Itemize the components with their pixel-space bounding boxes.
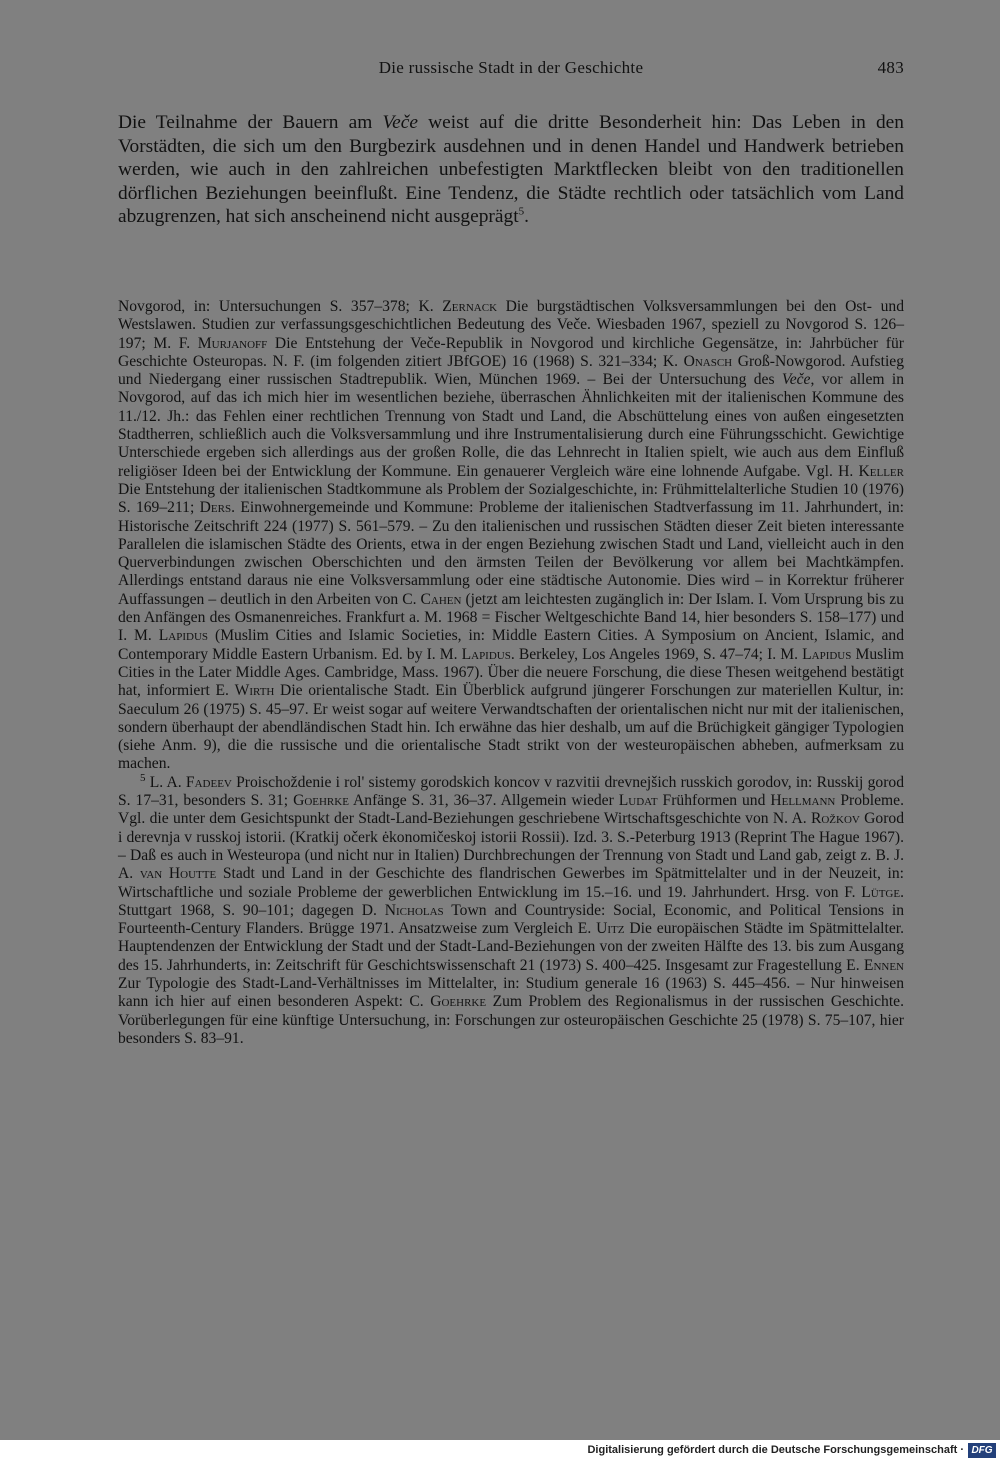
footer-bar	[0, 1440, 1000, 1462]
note-text: Stadt und Land in der Geschichte des flandrischen Gewerbes im Spätmittelalter und in der Neuzeit, in: Wirtschaftliche und soziale Probleme der gewerblichen Entwicklung im 15.–16. und 19. Jahrhundert. Hrsg. von F.	[118, 865, 905, 901]
author-name: Keller	[858, 462, 904, 480]
body-text-end: .	[524, 206, 529, 228]
note-text: Novgorod, in: Untersuchungen S. 357–378; K.	[118, 298, 443, 315]
dfg-logo: DFG	[968, 1443, 996, 1458]
note-text: Proischoždenie i rol' sistemy gorodskich koncov v razvitii drevnejšich russkich gorodov, in: Russkij gorod S. 17–31, besonders S. 31;	[118, 773, 904, 810]
note-text: Die orientalische Stadt. Ein Überblick aufgrund jüngerer Forschungen zur materiellen Kultur, in: Saeculum 26 (1975) S. 45–97. Er weist sogar auf weitere Verwandtschaften der orientalischen nicht nur mit der italienischen, sondern überhaupt der abendländischen Stadt hin. Ich erwähne das hier deshalb, um auf die Brüchigkeit gängiger Typologien (siehe Anm. 9), die die russische und die orientalische Stadt strikt von der westeuropäischen abheben, aufmerksam zu machen.	[118, 682, 904, 773]
note-text: Frühformen und	[657, 792, 771, 810]
body-text-main: weist auf die dritte Besonderheit hin: Das Leben in den Vorstädten, die sich um den Burgbezirk ausdehnen und in denen Handel und Handwerk betrieben werden, wie auch in den zahlreichen unbefestigten Marktflecken bleibt von den traditionellen dörflichen Beziehungen beeinflußt. Eine Tendenz, die Städte rechtlich oder tatsächlich vom Land abzugrenzen, hat sich anscheinend nicht ausgeprägt	[118, 112, 904, 228]
author-name: van Houtte	[139, 865, 217, 883]
author-name: Lütge	[861, 883, 901, 901]
footnotes	[118, 298, 904, 1048]
body-text-start: Die Teilnahme der Bauern am	[118, 112, 383, 133]
author-name: Uitz	[596, 920, 625, 938]
author-name: Zernack	[442, 298, 498, 315]
author-name: Cahen	[420, 590, 462, 608]
italic-term: Veče	[781, 371, 811, 389]
author-name: Nicholas	[384, 901, 444, 919]
note-text: Town and Countryside: Social, Economic, and Political Tensions in Fourteenth-Century Flanders. Brügge 1971. Ansatzweise zum Vergleich E.	[118, 901, 905, 938]
footnote-4-continued	[118, 298, 904, 774]
author-name: Goehrke	[293, 792, 349, 810]
note-text: (jetzt am leichtesten zugänglich in: Der Islam. I. Vom Ursprung bis zu den Anfängen des Osmanenreiches. Frankfurt a. M. 1968 = Fischer Weltgeschichte Band 14, hier besonders S. 158–177) und I. M.	[118, 590, 905, 645]
footnote-reference: 5	[518, 205, 525, 218]
note-text: (Muslim Cities and Islamic Societies, in: Middle Eastern Cities. A Symposium on Ancient, Islamic, and Contemporary Middle Eastern Urbanism. Ed. by I. M.	[118, 627, 905, 663]
note-text: . Stuttgart 1968, S. 90–101; dagegen D.	[118, 883, 904, 919]
author-name: Lapidus	[802, 645, 852, 663]
note-text: , vor allem in Novgorod, auf das ich mich hier im wesentlichen beziehe, überraschen Ähnlichkeiten mit der italienischen Kommune des 11./12. Jh.: das Fehlen einer rechtlichen Trennung von Stadt und Land, die Abschüttelung eines von außen eingesetzten Stadtherren, schließlich auch die Volksversammlung und ihre Instrumentalisierung durch eine Führungsschicht. Gewichtige Unterschiede ergeben sich allerdings aus der großen Rolle, die das Lehnrecht in Italien spielt, wie auch aus dem Einfluß religiöser Ideen bei der Entwicklung der Kommune. Ein genauerer Vergleich wäre eine lohnende Aufgabe. Vgl. H.	[118, 371, 904, 480]
note-text: Muslim Cities in the Later Middle Ages. Cambridge, Mass. 1967). Über die neuere Forschung, die diese Thesen weitgehend bestätigt hat, informiert E.	[118, 645, 904, 700]
author-name: Rožkov	[810, 810, 860, 828]
author-name: Ennen	[863, 956, 904, 974]
note-text: . Berkeley, Los Angeles 1969, S. 47–74; I. M.	[510, 645, 803, 663]
author-name: Ders.	[199, 499, 236, 517]
note-text: Zum Problem des Regionalismus in der russischen Geschichte. Vorüberlegungen für eine künftige Untersuchung, in: Forschungen zur osteuropäischen Geschichte 25 (1978) S. 75–107, hier besonders S. 83–91.	[118, 993, 905, 1047]
note-text: L. A.	[145, 773, 186, 791]
body-paragraph	[118, 111, 904, 229]
note-text: Gorod i derevnja v russkoj istorii. (Kratkij očerk ėkonomičeskoj istorii Rossii). Izd. 3. S.-Peterburg 1913 (Reprint The Hague 1967). – Daß es auch in Westeuropa (und nicht nur in Italien) Durchbrechungen der Trennung von Stadt und Land gab, zeigt z. B. J. A.	[118, 810, 904, 883]
author-name: Wirth	[234, 682, 275, 700]
note-text: Die Entstehung der italienischen Stadtkommune als Problem der Sozialgeschichte, in: Frühmittelalterliche Studien 10 (1976) S. 169–211;	[118, 480, 904, 517]
author-name: Ludat	[618, 792, 658, 810]
note-text: Anfänge S. 31, 36–37. Allgemein wieder	[348, 792, 619, 810]
note-text: Die Entstehung der Veče-Republik in Novgorod und kirchliche Gegensätze, in: Jahrbücher für Geschichte Osteuropas. N. F. (im folgenden zitiert JBfGOE) 16 (1968) S. 321–334; K.	[118, 334, 904, 370]
author-name: Lapidus	[158, 627, 209, 645]
note-text: Groß-Nowgorod. Aufstieg und Niedergang einer russischen Stadtrepublik. Wien, München 1969. – Bei der Untersuchung des	[118, 352, 905, 389]
note-text: Die europäischen Städte im Spätmittelalter. Hauptendenzen der Entwicklung der Stadt und der Stadt-Land-Beziehungen von der zweiten Hälfte des 13. bis zum Ausgang des 15. Jahrhunderts, in: Zeitschrift für Geschichtswissenschaft 21 (1973) S. 400–425. Insgesamt zur Fragestellung E.	[118, 920, 904, 974]
author-name: Lapidus	[461, 645, 511, 663]
note-text: Einwohnergemeinde und Kommune: Probleme der italienischen Stadtverfassung im 11. Jahrhundert, in: Historische Zeitschrift 224 (1977) S. 561–579. – Zu den italienischen und russischen Städten dieser Zeit bieten interessante Parallelen die islamischen Städte des Orients, etwa in der engen Beziehung zwischen Stadt und Land, vielleicht auch in den Querverbindungen zwischen Oberschichten und den ärmsten Teilen der Bevölkerung vor allem bei Machtkämpfen. Allerdings entstand daraus nie eine Volksversammlung oder eine städtische Autonomie. Dies wird – in Korrektur früherer Auffassungen – deutlich in den Arbeiten von C.	[118, 499, 904, 608]
running-title: Die russische Stadt in der Geschichte	[378, 58, 644, 77]
author-name: Onasch	[683, 352, 733, 370]
body-italic-term: Veče	[382, 112, 418, 133]
author-name: Fadeev	[185, 773, 232, 791]
footnote-marker: 5	[140, 771, 146, 784]
author-name: Goehrke	[430, 993, 487, 1011]
author-name: Hellmann	[770, 792, 836, 810]
digitization-credit: Digitalisierung gefördert durch die Deutsche Forschungsgemeinschaft ·	[587, 1444, 964, 1456]
footnote-5	[118, 771, 905, 1048]
note-text: Zur Typologie des Stadt-Land-Verhältnisses im Mittelalter, in: Studium generale 16 (1963) S. 445–456. – Nur hinweisen kann ich hier auf einen besonderen Aspekt: C.	[118, 974, 904, 1011]
page-number: 483	[877, 58, 904, 77]
author-name: Murjanoff	[197, 334, 268, 352]
running-head	[118, 58, 904, 80]
note-text: Probleme. Vgl. die unter dem Gesichtspunkt der Stadt-Land-Beziehungen geschriebene Wirtschaftsgeschichte von N. A.	[118, 792, 905, 828]
note-text: Die burgstädtischen Volksversammlungen bei den Ost- und Westslawen. Studien zur verfassungsgeschichtlichen Bedeutung des Veče. Wiesbaden 1967, speziell zu Novgorod S. 126–197; M. F.	[118, 298, 904, 352]
